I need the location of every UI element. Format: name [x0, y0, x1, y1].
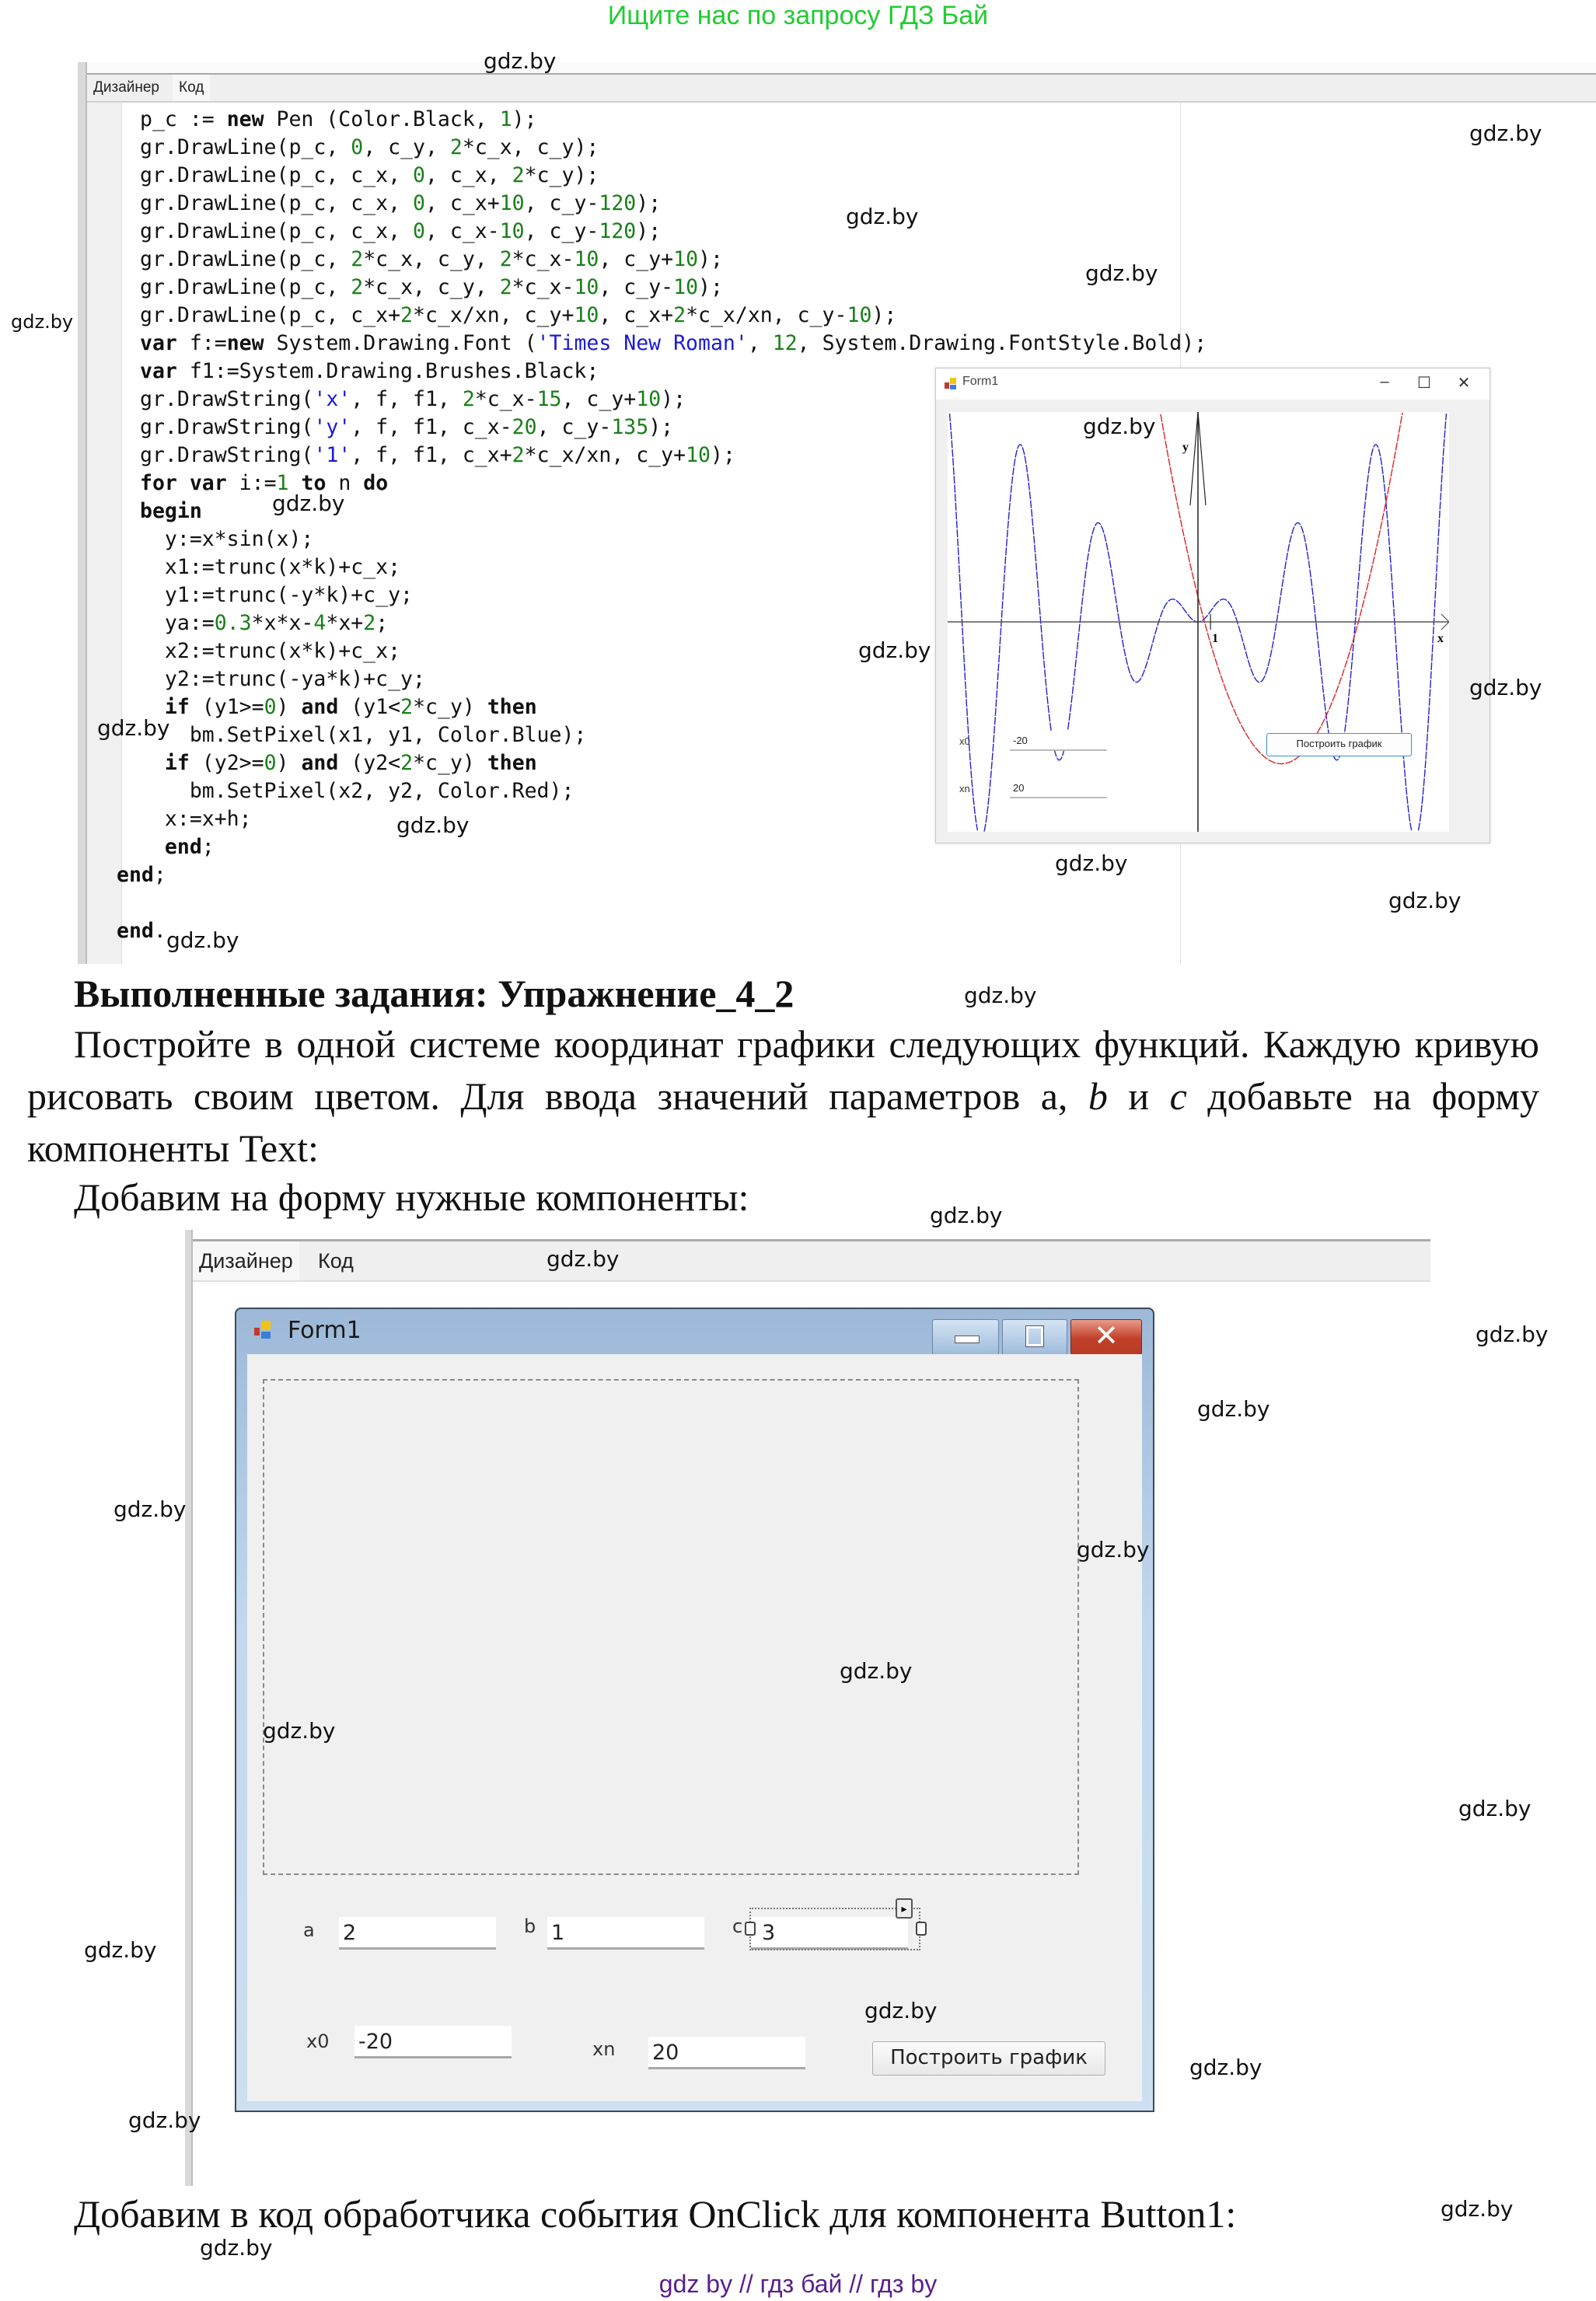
minimize-icon — [955, 1336, 980, 1343]
code-line: var f:=new System.Drawing.Font ('Times New Roman', 12, System.Drawing.FontStyle.Bold); — [140, 331, 1207, 355]
watermark: gdz.by — [1197, 1396, 1270, 1422]
watermark: gdz.by — [1085, 260, 1158, 286]
x0-label: x0 — [959, 735, 970, 747]
code-line: gr.DrawLine(p_c, c_x+2*c_x/xn, c_y+10, c_x+2*c_x/xn, c_y-10); — [140, 303, 897, 327]
watermark: gdz.by — [547, 1246, 620, 1272]
watermark: gdz.by — [396, 812, 470, 838]
code-line: for var i:=1 to n do — [140, 471, 389, 495]
window-top-strip — [78, 62, 1596, 75]
watermark: gdz.by — [84, 1937, 157, 1963]
code-line: end; — [164, 835, 215, 859]
code-line: bm.SetPixel(x2, y2, Color.Red); — [140, 779, 574, 803]
maximize-button[interactable] — [1002, 1319, 1067, 1355]
watermark: gdz.by — [930, 1203, 1003, 1228]
code-line: gr.DrawString('y', f, f1, c_x-20, c_y-135); — [140, 415, 674, 439]
watermark: gdz.by — [1441, 2196, 1514, 2222]
designer-form-client — [247, 1354, 1142, 2101]
watermark: gdz.by — [1083, 414, 1156, 439]
graph-plot — [948, 412, 1449, 832]
watermark: gdz.by — [1055, 850, 1128, 876]
exercise-heading: Выполненные задания: Упражнение_4_2 — [74, 972, 795, 1015]
left-splitter[interactable] — [78, 62, 87, 964]
form-app-icon — [253, 1320, 274, 1340]
editor-gutter — [87, 103, 122, 964]
code-line: var f1:=System.Drawing.Brushes.Black; — [140, 359, 599, 383]
add-handler-text: Добавим в код обработчика события OnClick для компонента Button1: — [74, 2192, 1237, 2236]
watermark: gdz.by — [166, 927, 239, 953]
code-line: if (y1>=0) and (y1<2*c_y) then — [164, 695, 537, 719]
watermark: gdz.by — [200, 2235, 273, 2261]
task-text-2: и — [1107, 1074, 1170, 1118]
param-c: c — [1169, 1074, 1187, 1118]
picturebox-placeholder[interactable] — [263, 1379, 1079, 1875]
xn-input[interactable]: 20 — [648, 2037, 805, 2069]
left-splitter[interactable] — [185, 1230, 193, 2186]
watermark: gdz.by — [1388, 888, 1462, 913]
smart-tag-icon[interactable]: ▸ — [896, 1898, 913, 1919]
code-line: if (y2>=0) and (y2<2*c_y) then — [164, 751, 537, 775]
code-line: y1:=trunc(-y*k)+c_y; — [140, 583, 413, 607]
code-line: gr.DrawString('1', f, f1, c_x+2*c_x/xn, c_y+10); — [140, 443, 735, 467]
code-line: ya:=0.3*x*x-4*x+2; — [140, 611, 389, 635]
watermark: gdz.by — [1458, 1796, 1531, 1821]
code-line: x2:=trunc(x*k)+c_x; — [140, 639, 401, 663]
code-line: x1:=trunc(x*k)+c_x; — [140, 555, 401, 579]
designer-tab-bar — [193, 1241, 1430, 1282]
code-line: y:=x*sin(x); — [140, 527, 314, 551]
designer-form-titlebar — [236, 1309, 1153, 1353]
task-text-1: Постройте в одной системе координат графики следующих функций. Каждую кривую рисовать своим цветом. Для ввода значений параметров a, — [27, 1022, 1539, 1118]
tab-code[interactable]: Код — [312, 1241, 360, 1280]
minimize-button[interactable] — [932, 1319, 999, 1355]
watermark: gdz.by — [1189, 2055, 1262, 2080]
axis-label: 1 — [1212, 632, 1219, 645]
c-input[interactable]: 3 — [751, 1917, 908, 1950]
tab-designer[interactable]: Дизайнер — [193, 1241, 299, 1280]
code-line: gr.DrawLine(p_c, 2*c_x, c_y, 2*c_x-10, c_y+10); — [140, 247, 723, 271]
code-line: gr.DrawString('x', f, f1, 2*c_x-15, c_y+10); — [140, 387, 686, 411]
task-text-3: добавьте на форму компоненты Text: — [27, 1074, 1540, 1170]
x0-label: x0 — [306, 2030, 330, 2052]
code-line: end; — [117, 863, 166, 887]
xn-label: xn — [959, 783, 970, 794]
top-banner: Ищите нас по запросу ГДЗ Бай — [607, 1, 989, 30]
axis-line — [1198, 412, 1206, 505]
designer-form-title: Form1 — [288, 1317, 361, 1344]
watermark: gdz.by — [272, 491, 345, 516]
run-form-titlebar — [936, 368, 1489, 400]
tab-designer[interactable]: Дизайнер — [87, 75, 166, 101]
maximize-icon — [1026, 1326, 1043, 1346]
code-line: gr.DrawLine(p_c, 0, c_y, 2*c_x, c_y); — [140, 135, 599, 159]
b-input[interactable]: 1 — [547, 1917, 704, 1950]
code-line: gr.DrawLine(p_c, c_x, 0, c_x+10, c_y-120); — [140, 191, 662, 215]
watermark: gdz.by — [864, 1998, 938, 2023]
close-icon: ✕ — [1094, 1318, 1119, 1353]
axis-label: y — [1182, 441, 1189, 454]
x0-input[interactable]: -20 — [354, 2026, 512, 2058]
watermark: gdz.by — [858, 637, 931, 663]
watermark: gdz.by — [263, 1718, 336, 1744]
watermark: gdz.by — [11, 311, 74, 333]
code-line: gr.DrawLine(p_c, 2*c_x, c_y, 2*c_x-10, c_y-10); — [140, 275, 723, 299]
resize-handle-left[interactable] — [745, 1922, 756, 1936]
xn-label: xn — [592, 2038, 616, 2060]
axis-label: x — [1437, 632, 1444, 645]
code-line: bm.SetPixel(x1, y1, Color.Blue); — [140, 723, 587, 747]
x0-input[interactable]: -20 — [1010, 731, 1107, 751]
editor-tab-bar — [87, 75, 1596, 103]
code-line: end. — [117, 919, 166, 943]
close-icon[interactable]: ✕ — [1457, 375, 1471, 392]
watermark: gdz.by — [1476, 1322, 1549, 1347]
watermark: gdz.by — [1077, 1537, 1150, 1563]
a-input[interactable]: 2 — [339, 1917, 496, 1950]
selection-frame — [749, 1908, 920, 1950]
c-label: c — [732, 1915, 743, 1937]
task-paragraph — [27, 1018, 1539, 1175]
code-line: y2:=trunc(-ya*k)+c_y; — [140, 667, 425, 691]
add-components-text: Добавим на форму нужные компоненты: — [74, 1175, 749, 1219]
tab-code[interactable]: Код — [173, 75, 210, 101]
run-form-title: Form1 — [962, 375, 999, 388]
maximize-icon[interactable]: ☐ — [1417, 375, 1431, 392]
footer-links: gdz by // гдз бай // гдз by — [658, 2270, 938, 2298]
watermark: gdz.by — [128, 2107, 201, 2133]
watermark: gdz.by — [97, 715, 170, 741]
close-button[interactable] — [1070, 1319, 1142, 1355]
b-label: b — [524, 1915, 536, 1937]
xn-input[interactable]: 20 — [1010, 778, 1107, 798]
axis-line — [1441, 622, 1449, 630]
watermark: gdz.by — [1469, 675, 1542, 700]
watermark: gdz.by — [846, 204, 919, 229]
code-line: p_c := new Pen (Color.Black, 1); — [140, 107, 537, 131]
build-graph-button[interactable]: Построить график — [1266, 733, 1412, 756]
axis-line — [1190, 412, 1198, 505]
build-graph-button[interactable]: Построить график — [872, 2041, 1105, 2076]
watermark: gdz.by — [484, 48, 557, 74]
watermark: gdz.by — [840, 1658, 913, 1684]
designer-form[interactable] — [235, 1308, 1154, 2112]
window-top-strip — [185, 1230, 1430, 1241]
form-app-icon — [944, 377, 958, 391]
watermark: gdz.by — [1469, 120, 1542, 146]
watermark: gdz.by — [964, 983, 1037, 1008]
code-line: gr.DrawLine(p_c, c_x, 0, c_x, 2*c_y); — [140, 163, 599, 187]
code-line: gr.DrawLine(p_c, c_x, 0, c_x-10, c_y-120); — [140, 219, 662, 243]
axis-line — [1441, 614, 1449, 622]
code-line: begin — [140, 499, 202, 523]
code-line: x:=x+h; — [140, 807, 252, 831]
resize-handle-right[interactable] — [916, 1922, 927, 1936]
watermark: gdz.by — [114, 1496, 187, 1522]
code-line — [140, 889, 1207, 917]
a-label: a — [303, 1919, 315, 1941]
run-form-window — [935, 368, 1490, 843]
minimize-icon[interactable]: – — [1380, 373, 1389, 390]
param-b: b — [1088, 1074, 1108, 1118]
